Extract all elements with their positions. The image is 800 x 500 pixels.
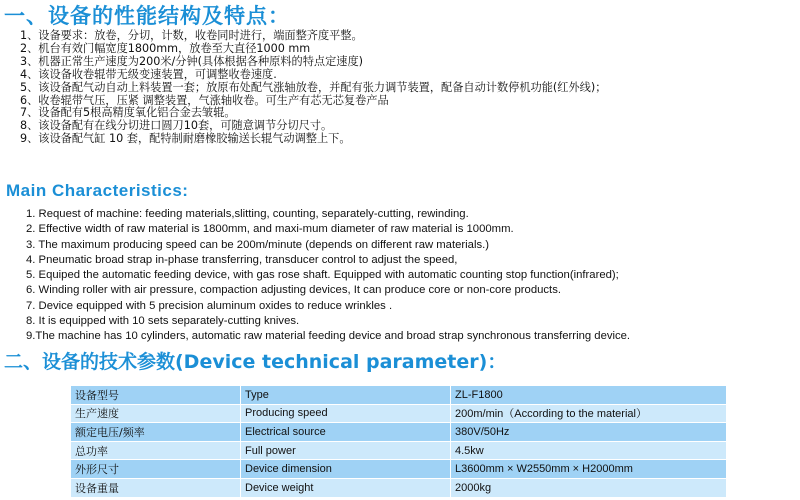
param-value: 380V/50Hz [451, 423, 727, 442]
table-row [71, 441, 727, 460]
param-name-cn: 生产速度 [71, 404, 241, 423]
param-name-en: Electrical source [241, 423, 451, 442]
en-feature-item: 1. Request of machine: feeding materials,slitting, counting, separately-cutting, rewinding. [26, 208, 469, 220]
table-row [71, 386, 727, 405]
parameter-table-body [71, 386, 727, 498]
en-feature-item: 5. Equiped the automatic feeding device, with gas rose shaft. Equipped with automatic counting stop function(infrared); [26, 269, 619, 282]
param-value: ZL-F1800 [451, 386, 727, 405]
cn-feature-item: 2、机台有效门幅宽度1800mm，放卷至大直径1000 mm [20, 41, 311, 55]
en-feature-item: 3. The maximum producing speed can be 200m/minute (depends on different raw materials.) [26, 238, 490, 251]
param-name-en: Device dimension [241, 460, 451, 479]
table-row [71, 478, 727, 497]
param-name-cn: 总功率 [71, 441, 241, 460]
cn-feature-item: 6、收卷辊带气压，压紧 调整装置，气涨轴收卷。可生产有芯无芯复卷产品 [20, 93, 389, 107]
cn-feature-item: 8、该设备配有在线分切进口圆刀10套，可随意调节分切尺寸。 [20, 119, 333, 133]
cn-feature-item: 7、设备配有5根高精度氧化铝合金去皱辊。 [20, 106, 236, 120]
en-feature-item: 9.The machine has 10 cylinders, automatic raw material feeding device and broad strap synchronous transferring device. [26, 330, 631, 343]
param-name-en: Type [241, 386, 451, 405]
param-name-cn: 外形尺寸 [71, 460, 241, 479]
param-value: 200m/min（According to the material） [451, 404, 727, 423]
section-title-cn: 一、设备的性能结构及特点： [4, 4, 290, 28]
en-feature-item: 8. It is equipped with 10 sets separately-cutting knives. [26, 315, 300, 328]
param-name-en: Full power [241, 441, 451, 460]
section-title-en: Main Characteristics: [6, 181, 189, 200]
cn-feature-item: 1、设备要求：放卷，分切，计数，收卷同时进行，端面整齐度平整。 [20, 29, 363, 42]
cn-feature-item: 5、该设备配气动自动上料装置一套；放原布处配气涨轴放卷，并配有张力调节装置，配备自动计数停机功能(红外线)； [20, 80, 607, 94]
cn-feature-item: 9、该设备配气缸 10 套，配特制耐磨橡胶输送长辊气动调整上下。 [20, 132, 351, 146]
en-feature-list [26, 207, 630, 345]
en-feature-item: 4. Pneumatic broad strap in-phase transferring, transducer control to adjust the speed, [26, 253, 458, 266]
cn-feature-item: 4、该设备收卷辊带无级变速装置，可调整收卷速度. [20, 67, 277, 81]
param-value: 2000kg [451, 478, 727, 497]
param-name-en: Producing speed [241, 404, 451, 423]
cn-feature-list [20, 30, 606, 146]
en-feature-item: 7. Device equipped with 5 precision aluminum oxides to reduce wrinkles . [26, 299, 393, 312]
section-title-parameters: 二、设备的技术参数(Device technical parameter)： [4, 351, 507, 373]
cn-feature-item: 3、机器正常生产速度为200米/分钟(具体根据各种原料的特点定速度) [20, 54, 364, 68]
param-name-cn: 额定电压/频率 [71, 423, 241, 442]
en-feature-item: 2. Effective width of raw material is 1800mm, and maxi-mum diameter of raw material is 1000mm. [26, 223, 514, 236]
table-row [71, 404, 727, 423]
parameter-table [70, 385, 727, 498]
table-row [71, 423, 727, 442]
param-name-en: Device weight [241, 478, 451, 497]
param-value: 4.5kw [451, 441, 727, 460]
table-row [71, 460, 727, 479]
param-value: L3600mm × W2550mm × H2000mm [451, 460, 727, 479]
param-name-cn: 设备型号 [71, 386, 241, 405]
en-feature-item: 6. Winding roller with air pressure, compaction adjusting devices, It can produce core or non-core products. [26, 284, 561, 297]
param-name-cn: 设备重量 [71, 478, 241, 497]
